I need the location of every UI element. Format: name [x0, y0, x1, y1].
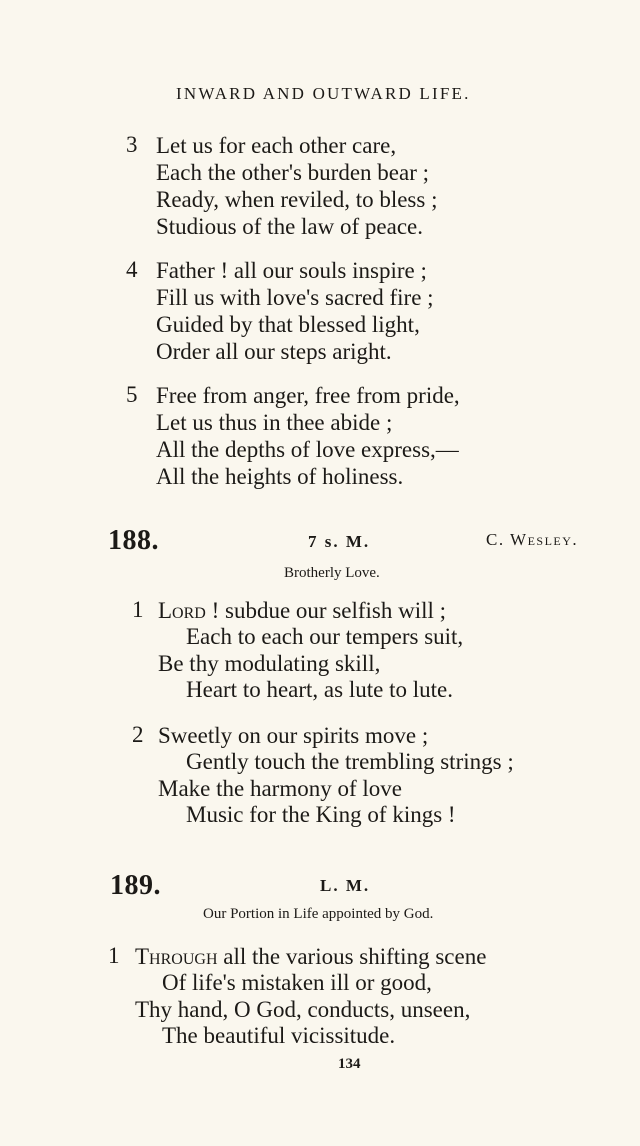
verse-line: Be thy modulating skill, [158, 651, 381, 676]
verse-line: Father ! all our souls inspire ; [156, 258, 427, 283]
verse-line: Make the harmony of love [158, 776, 402, 801]
hymn-number: 188. [108, 525, 159, 556]
verse-first-word: Lord [158, 598, 206, 623]
verse-line: Gently touch the trembling strings ; [186, 749, 514, 774]
verse-line: Let us thus in thee abide ; [156, 410, 393, 435]
hymn-meter: 7 s. M. [308, 532, 371, 551]
page-number: 134 [338, 1056, 361, 1072]
verse-line: Heart to heart, as lute to lute. [186, 677, 453, 702]
hymn-title: Our Portion in Life appointed by God. [203, 906, 434, 922]
verse-line: Of life's mistaken ill or good, [162, 970, 432, 995]
verse-number: 1 [108, 943, 120, 968]
verse-line: Each the other's burden bear ; [156, 160, 430, 185]
verse-first-word: Through [135, 944, 218, 969]
verse-number: 4 [126, 257, 138, 282]
verse-line: Sweetly on our spirits move ; [158, 723, 429, 748]
verse-line: Music for the King of kings ! [186, 802, 456, 827]
verse-line: All the depths of love express,— [156, 437, 459, 462]
verse-number: 5 [126, 382, 138, 407]
verse-line: Lord ! subdue our selfish will ; [158, 598, 447, 623]
verse-line: Guided by that blessed light, [156, 312, 420, 337]
verse-line: Studious of the law of peace. [156, 214, 423, 239]
verse-number: 3 [126, 132, 138, 157]
verse-line: Let us for each other care, [156, 133, 397, 158]
verse-line: Thy hand, O God, conducts, unseen, [135, 997, 471, 1022]
verse-line: Fill us with love's sacred fire ; [156, 285, 434, 310]
verse-line: The beautiful vicissitude. [162, 1023, 396, 1048]
hymn-number: 189. [110, 870, 161, 901]
hymn-author: C. Wesley. [486, 530, 579, 549]
verse-number: 1 [132, 597, 144, 622]
verse-number: 2 [132, 722, 144, 747]
running-header: INWARD AND OUTWARD LIFE. [176, 84, 471, 103]
verse-line: Each to each our tempers suit, [186, 624, 464, 649]
verse-line: Through all the various shifting scene [135, 944, 487, 969]
verse-line: Order all our steps aright. [156, 339, 392, 364]
verse-line: Free from anger, free from pride, [156, 383, 460, 408]
hymn-meter: L. M. [320, 876, 371, 895]
verse-line: All the heights of holiness. [156, 464, 404, 489]
hymn-title: Brotherly Love. [284, 565, 380, 581]
verse-line: Ready, when reviled, to bless ; [156, 187, 438, 212]
